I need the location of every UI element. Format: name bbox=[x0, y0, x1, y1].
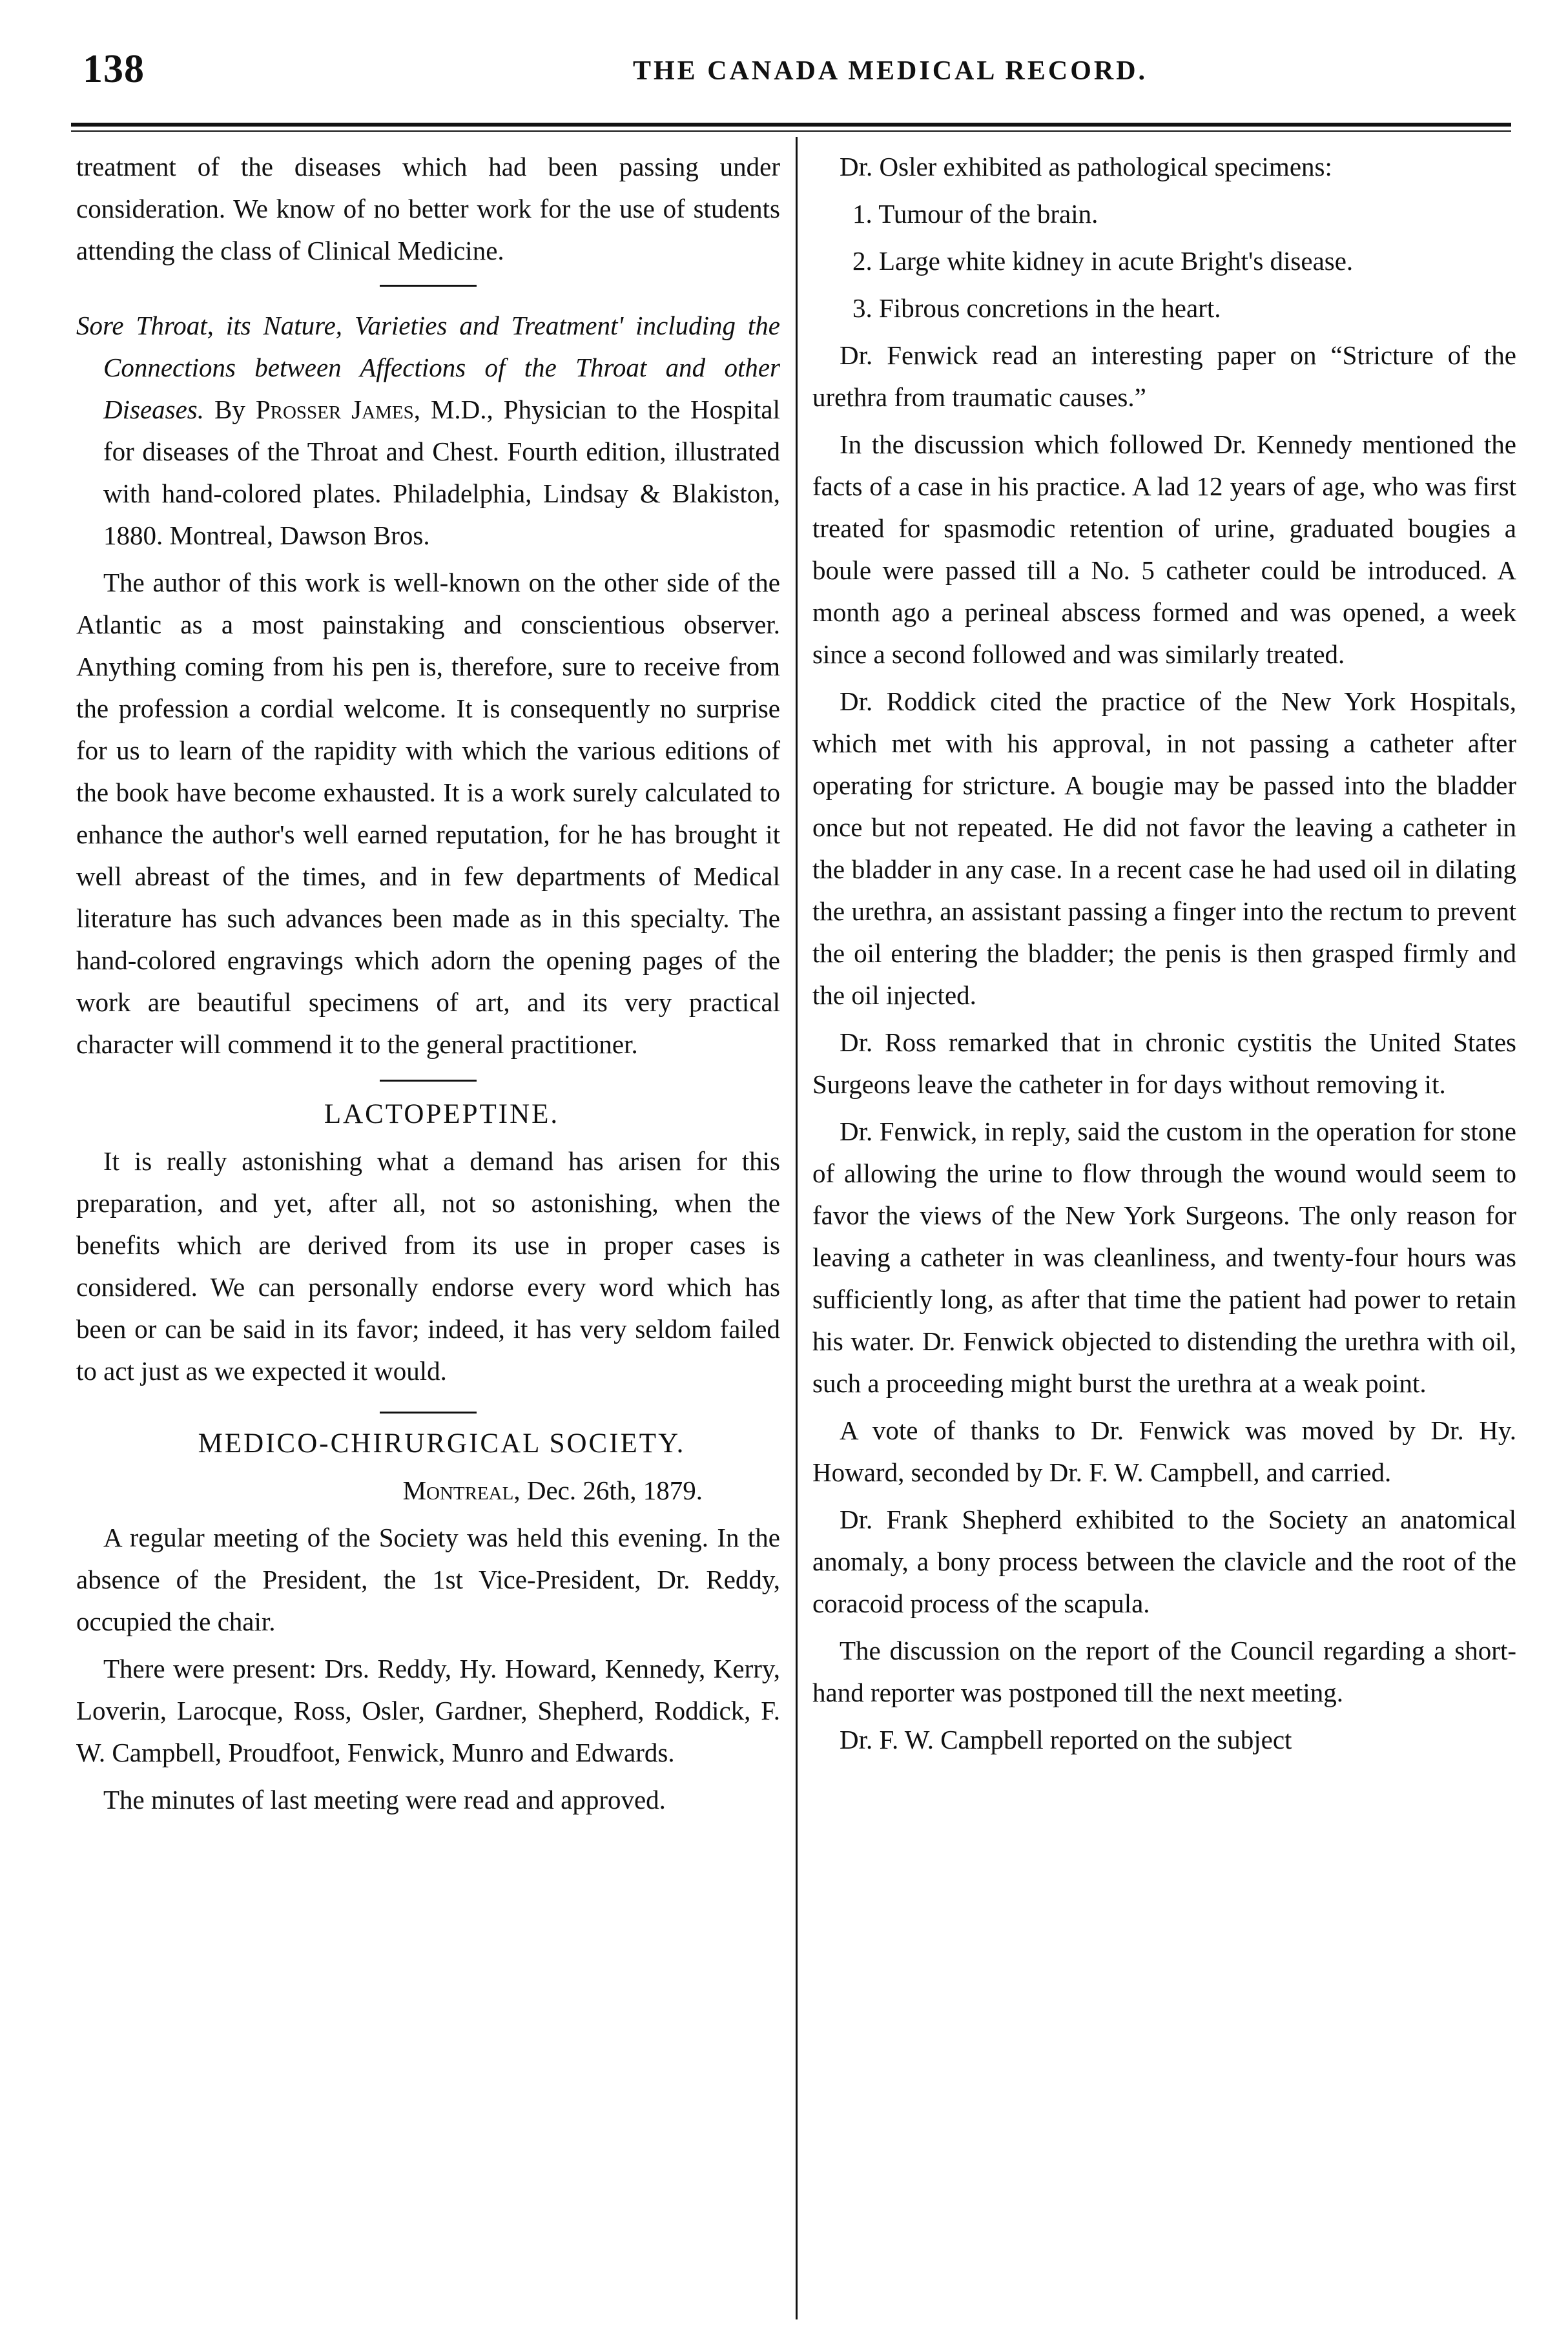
dateline bbox=[76, 1470, 780, 1512]
paragraph: A regular meeting of the Society was held this evening. In the absence of the President, the 1st Vice-President, Dr. Reddy, occupied the chair. bbox=[76, 1523, 780, 1636]
paragraph: The discussion on the report of the Council regarding a short-hand reporter was postponed till the next meeting. bbox=[812, 1636, 1516, 1707]
paragraph: Dr. Ross remarked that in chronic cystitis the United States Surgeons leave the catheter in for days without removing it. bbox=[812, 1027, 1516, 1099]
paragraph: Dr. Osler exhibited as pathological specimens: bbox=[840, 152, 1332, 181]
paragraph: treatment of the diseases which had been passing under consideration. We know of no better work for the use of students attending the class of Clinical Medicine. bbox=[76, 152, 780, 265]
book-author: Prosser James bbox=[255, 395, 414, 424]
header-rule-thin bbox=[71, 130, 1511, 132]
header-rule-thick bbox=[71, 123, 1511, 127]
book-publication: , M.D., Physician to the Hospital for diseases of the Throat and Chest. Fourth edition, illustrated with hand-colored plates. Philadelphia, Lindsay & Blakiston, 1880. Montreal, Dawson Bros. bbox=[103, 395, 780, 550]
book-review-citation bbox=[76, 305, 780, 557]
page-number: 138 bbox=[83, 47, 145, 91]
list-item: 1. Tumour of the brain. bbox=[852, 199, 1099, 229]
section-heading-lactopeptine: LACTOPEPTINE. bbox=[324, 1099, 560, 1129]
paragraph: Dr. Fenwick read an interesting paper on “Stricture of the urethra from traumatic causes.” bbox=[812, 340, 1516, 412]
paragraph: It is really astonishing what a demand has arisen for this preparation, and yet, after all, not so astonishing, when the benefits which are derived from its use in proper cases is considered. We can personally endorse every word which has been or can be said in its favor; indeed, it has very seldom failed to act just as we expected it would. bbox=[76, 1146, 780, 1386]
paragraph: Dr. F. W. Campbell reported on the subject bbox=[840, 1725, 1292, 1754]
section-divider bbox=[380, 1080, 477, 1082]
paragraph: A vote of thanks to Dr. Fenwick was moved by Dr. Hy. Howard, seconded by Dr. F. W. Campbell, and carried. bbox=[812, 1415, 1516, 1487]
dateline-date: , Dec. 26th, 1879. bbox=[513, 1475, 703, 1505]
section-divider bbox=[380, 285, 477, 287]
paragraph: In the discussion which followed Dr. Kennedy mentioned the facts of a case in his practice. A lad 12 years of age, who was first treated for spasmodic retention of urine, graduated bougies a boule were passed till a No. 5 catheter could be introduced. A month ago a perineal abscess formed and was opened, a week since a second followed and was similarly treated. bbox=[812, 429, 1516, 669]
running-head: THE CANADA MEDICAL RECORD. bbox=[633, 56, 1148, 86]
section-divider bbox=[380, 1412, 477, 1414]
paragraph: There were present: Drs. Reddy, Hy. Howard, Kennedy, Kerry, Loverin, Larocque, Ross, Osler, Gardner, Shepherd, Roddick, F. W. Campbell, Proudfoot, Fenwick, Munro and Edwards. bbox=[76, 1654, 780, 1767]
section-heading-society: MEDICO-CHIRURGICAL SOCIETY. bbox=[198, 1428, 686, 1459]
list-item: 2. Large white kidney in acute Bright's disease. bbox=[852, 246, 1354, 276]
right-column bbox=[812, 146, 1516, 1766]
list-item: 3. Fibrous concretions in the heart. bbox=[852, 293, 1221, 323]
paragraph: Dr. Roddick cited the practice of the New York Hospitals, which met with his approval, in not passing a catheter after operating for stricture. A bougie may be passed into the bladder once but not repeated. He did not favor the leaving a catheter in the bladder in any case. In a recent case he had used oil in dilating the urethra, an assistant passing a finger into the rectum to prevent the oil entering the bladder; the penis is then grasped firmly and the oil injected. bbox=[812, 686, 1516, 1010]
book-by: By bbox=[204, 395, 256, 424]
column-divider bbox=[796, 137, 798, 2319]
paragraph: The minutes of last meeting were read and approved. bbox=[103, 1785, 666, 1815]
dateline-place: Montreal bbox=[402, 1475, 514, 1505]
book-title: Sore Throat, its Nature, Varieties and Treatment' including the Connections between Affections of the Throat and other Diseases. bbox=[76, 311, 780, 424]
paragraph: The author of this work is well-known on the other side of the Atlantic as a most painstaking and conscientious observer. Anything coming from his pen is, therefore, sure to receive from the profession a cordial welcome. It is consequently no surprise for us to learn of the rapidity with which the various editions of the book have become exhausted. It is a work surely calculated to enhance the author's well earned reputation, for he has brought it well abreast of the times, and in few departments of Medical literature has such advances been made as in this specialty. The hand-colored engravings which adorn the opening pages of the work are beautiful specimens of art, and its very practical character will commend it to the general practitioner. bbox=[76, 568, 780, 1059]
paragraph: Dr. Fenwick, in reply, said the custom in the operation for stone of allowing the urine to flow through the wound would seem to favor the views of the New York Surgeons. The only reason for leaving a catheter in was cleanliness, and twenty-four hours was sufficiently long, as after that time the patient had power to retain his water. Dr. Fenwick objected to distending the urethra with oil, such a proceeding might burst the urethra at a weak point. bbox=[812, 1116, 1516, 1398]
left-column bbox=[76, 146, 780, 1826]
paragraph: Dr. Frank Shepherd exhibited to the Society an anatomical anomaly, a bony process between the clavicle and the root of the coracoid process of the scapula. bbox=[812, 1505, 1516, 1618]
